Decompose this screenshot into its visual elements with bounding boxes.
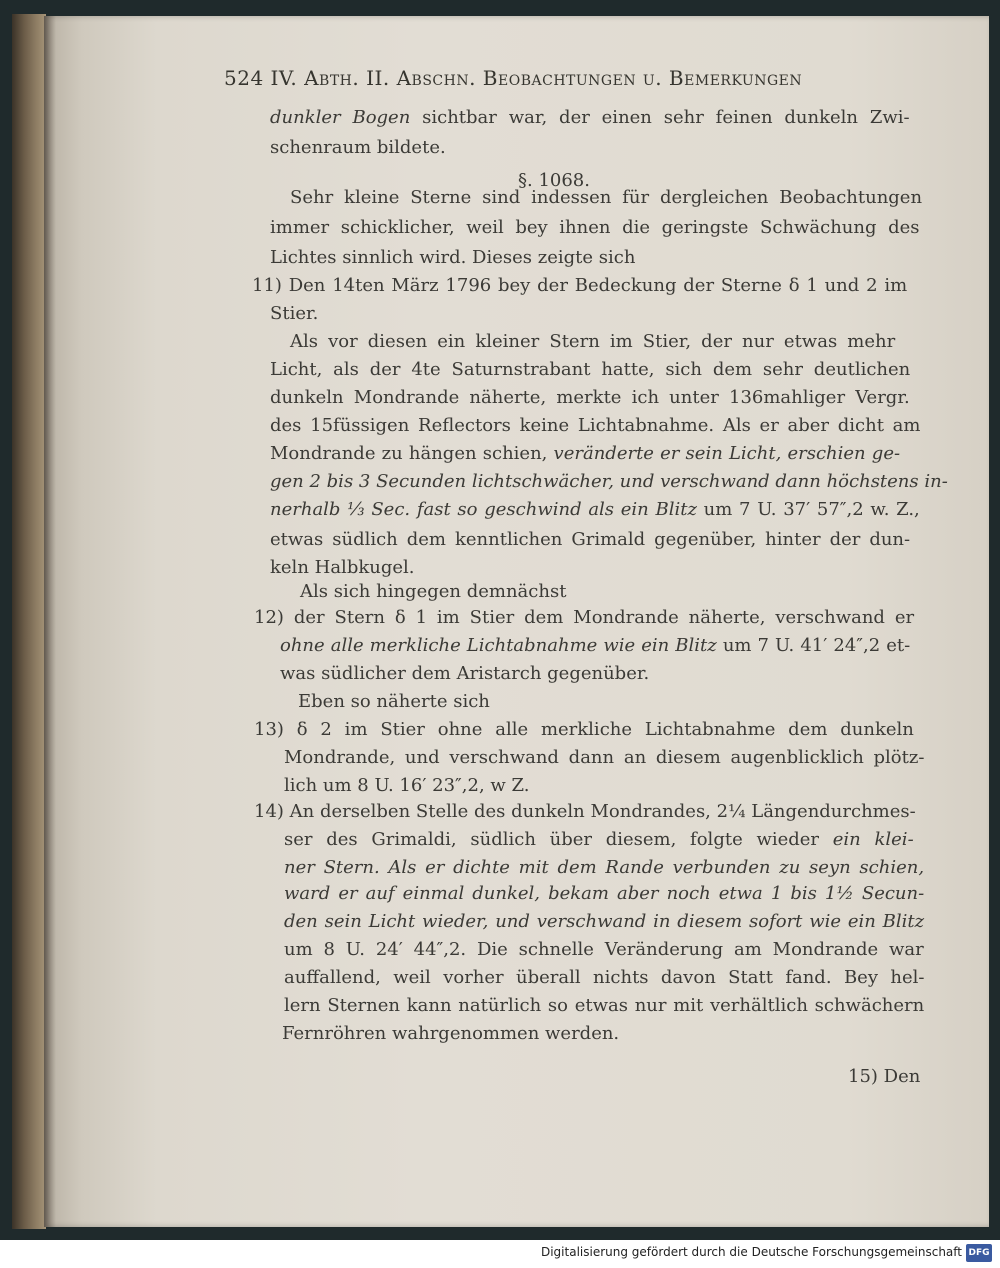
text-run: Mondrande, und verschwand dann an diesem augenblicklich plötz-	[284, 747, 925, 768]
text-line	[290, 330, 895, 354]
text-run: sichtbar war, der einen sehr feinen dunkeln Zwi-	[410, 107, 910, 128]
italic-text: ein klei-	[832, 829, 914, 850]
text-line	[298, 690, 490, 714]
text-line	[270, 302, 318, 326]
text-line	[284, 994, 924, 1018]
text-run: was südlicher dem Aristarch gegenüber.	[280, 663, 650, 684]
text-line	[270, 358, 910, 382]
text-run: des 15füssigen Reflectors keine Lichtabnahme. Als er aber dicht am	[270, 415, 921, 436]
text-line	[290, 186, 922, 210]
text-run: lern Sternen kann natürlich so etwas nur mit verhältlich schwächern	[284, 995, 925, 1016]
italic-text: gen 2 bis 3 Secunden lichtschwächer, und verschwand dann höchstens in-	[270, 471, 948, 492]
text-line	[270, 556, 415, 580]
text-run: Als sich hingegen demnächst	[300, 581, 567, 602]
text-run: 12) der Stern δ 1 im Stier dem Mondrande näherte, verschwand er	[254, 607, 915, 628]
text-line	[282, 1022, 619, 1046]
text-run: 13) δ 2 im Stier ohne alle merkliche Lichtabnahme dem dunkeln	[254, 719, 914, 740]
italic-text: nerhalb ⅓ Sec. fast so geschwind als ein Blitz	[270, 499, 697, 520]
text-run: Mondrande zu hängen schien,	[270, 443, 554, 464]
text-run: lich um 8 U. 16′ 23″,2, w Z.	[284, 775, 530, 796]
text-line	[300, 580, 566, 604]
text-line	[284, 828, 914, 852]
text-run: etwas südlich dem kenntlichen Grimald gegenüber, hinter der dun-	[270, 529, 911, 550]
text-run: keln Halbkugel.	[270, 557, 415, 578]
text-line	[270, 386, 910, 410]
text-line	[270, 216, 920, 240]
text-run: um 7 U. 41′ 24″,2 et-	[716, 635, 911, 656]
text-run: ser des Grimaldi, südlich über diesem, folgte wieder	[284, 829, 833, 850]
dfg-logo-icon: DFG	[966, 1244, 992, 1262]
section-heading: §. 1068.	[518, 170, 590, 191]
text-run: Fernröhren wahrgenommen werden.	[282, 1023, 620, 1044]
italic-text: ohne alle merkliche Lichtabnahme wie ein Blitz	[280, 635, 717, 656]
text-line	[284, 966, 924, 990]
text-run: 14) An derselben Stelle des dunkeln Mondrandes, 2¼ Längendurchmes-	[254, 801, 916, 822]
text-run: Stier.	[270, 303, 319, 324]
text-line	[270, 528, 910, 552]
text-run: Eben so näherte sich	[298, 691, 490, 712]
text-run: Licht, als der 4te Saturnstrabant hatte, sich dem sehr deutlichen	[270, 359, 911, 380]
catchword: 15) Den	[848, 1066, 921, 1087]
text-line	[270, 442, 900, 466]
footer-credit: Digitalisierung gefördert durch die Deutsche Forschungsgemeinschaft	[540, 1245, 962, 1259]
text-run: immer schicklicher, weil bey ihnen die geringste Schwächung des	[270, 217, 920, 238]
italic-text: veränderte er sein Licht, erschien ge-	[553, 443, 901, 464]
text-run: Als vor diesen ein kleiner Stern im Stier, der nur etwas mehr	[290, 331, 896, 352]
text-line	[270, 136, 446, 160]
text-line	[270, 470, 948, 494]
text-run: auffallend, weil vorher überall nichts davon Statt fand. Bey hel-	[284, 967, 925, 988]
text-line	[254, 718, 914, 742]
text-run: 11) Den 14ten März 1796 bey der Bedeckung der Sterne δ 1 und 2 im	[252, 275, 908, 296]
italic-text: ward er auf einmal dunkel, bekam aber noch etwa 1 bis 1½ Secun-	[284, 883, 925, 904]
text-line	[270, 498, 920, 522]
text-line	[284, 910, 924, 934]
text-line	[254, 606, 914, 630]
text-line	[280, 634, 910, 658]
text-line	[252, 274, 907, 298]
text-line	[284, 938, 924, 962]
running-header: 524 IV. Abth. II. Abschn. Beobachtungen u. Bemerkungen	[224, 66, 803, 90]
text-run: Sehr kleine Sterne sind indessen für dergleichen Beobachtungen	[290, 187, 923, 208]
italic-text: dunkler Bogen	[270, 107, 411, 128]
text-line	[284, 746, 924, 770]
text-run: schenraum bildete.	[270, 137, 446, 158]
text-run: um 8 U. 24′ 44″,2. Die schnelle Veränderung am Mondrande war	[284, 939, 924, 960]
italic-text: ner Stern. Als er dichte mit dem Rande verbunden zu seyn schien,	[284, 857, 925, 878]
italic-text: den sein Licht wieder, und verschwand in diesem sofort wie ein Blitz	[284, 911, 925, 932]
text-line	[284, 856, 924, 880]
text-run: um 7 U. 37′ 57″,2 w. Z.,	[696, 499, 920, 520]
text-line	[270, 246, 635, 270]
text-line	[280, 662, 649, 686]
text-run: Lichtes sinnlich wird. Dieses zeigte sich	[270, 247, 636, 268]
text-line	[284, 882, 924, 906]
text-run: dunkeln Mondrande näherte, merkte ich unter 136mahliger Vergr.	[270, 387, 910, 408]
text-line	[270, 106, 910, 130]
text-line	[254, 800, 916, 824]
text-line	[270, 414, 920, 438]
footer-bar	[0, 1240, 1000, 1268]
text-line	[284, 774, 529, 798]
